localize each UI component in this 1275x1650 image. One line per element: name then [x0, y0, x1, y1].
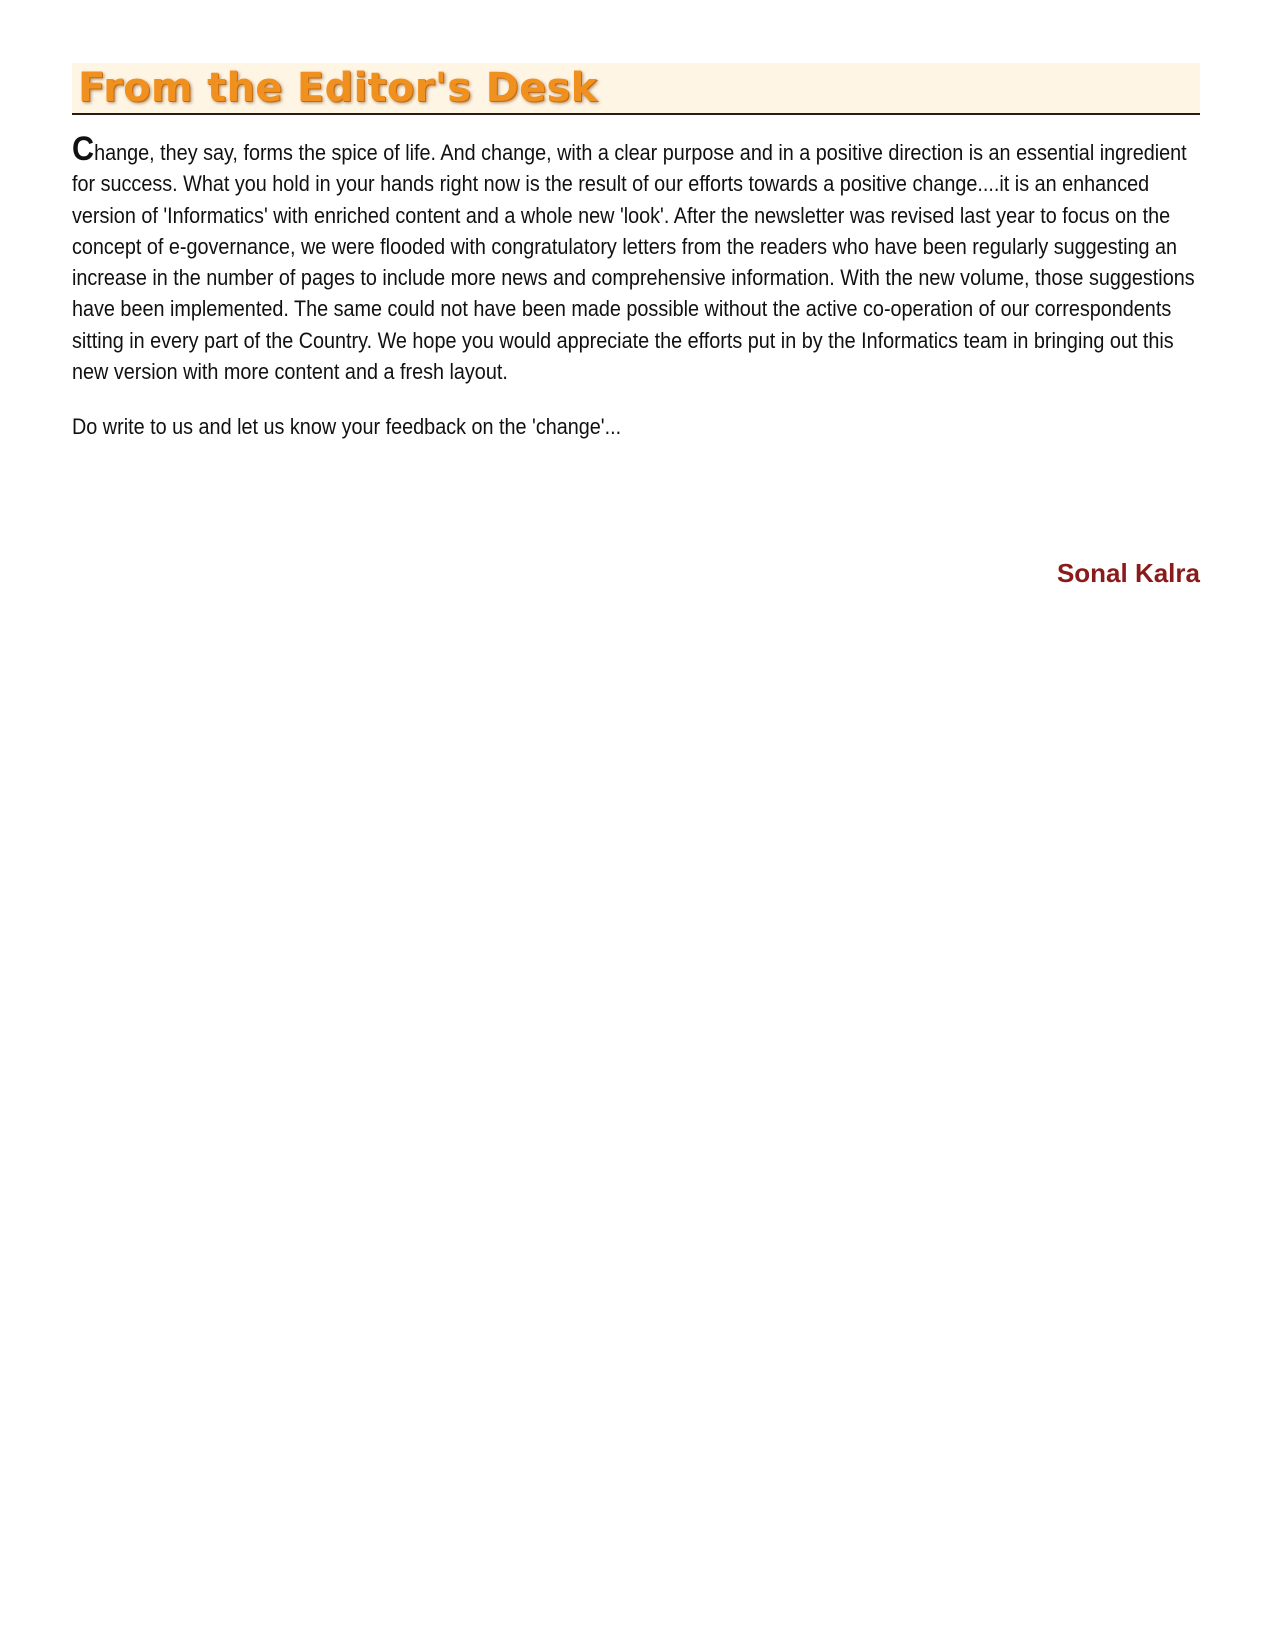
page-title: From the Editor's Desk	[78, 65, 598, 111]
header-band	[72, 63, 1200, 115]
drop-cap: C	[72, 130, 95, 168]
editorial-page	[72, 63, 1200, 588]
editor-signature: Sonal Kalra	[1056, 558, 1200, 588]
paragraph-intro-text: hange, they say, forms the spice of life. And change, with a clear purpose and in a positive direction is an essential ingredient for success. What you hold in your hands right now is the result of our efforts towards a positive change....it is an enhanced version of 'Informatics' with enriched content and a whole new 'look'. After the newsletter was revised last year to focus on the concept of e-governance, we were flooded with congratulatory letters from the readers who have been regularly suggesting an increase in the number of pages to include more news and comprehensive information. With the new volume, those suggestions have been implemented. The same could not have been made possible without the active co-operation of our correspondents sitting in every part of the Country. We hope you would appreciate the efforts put in by the Informatics team in bringing out this new version with more content and a fresh layout.	[72, 140, 1195, 385]
paragraph-intro	[72, 130, 1200, 387]
article-body	[72, 130, 1200, 443]
paragraph-feedback-text: Do write to us and let us know your feedback on the 'change'...	[72, 414, 622, 440]
paragraph-feedback	[72, 411, 1200, 442]
